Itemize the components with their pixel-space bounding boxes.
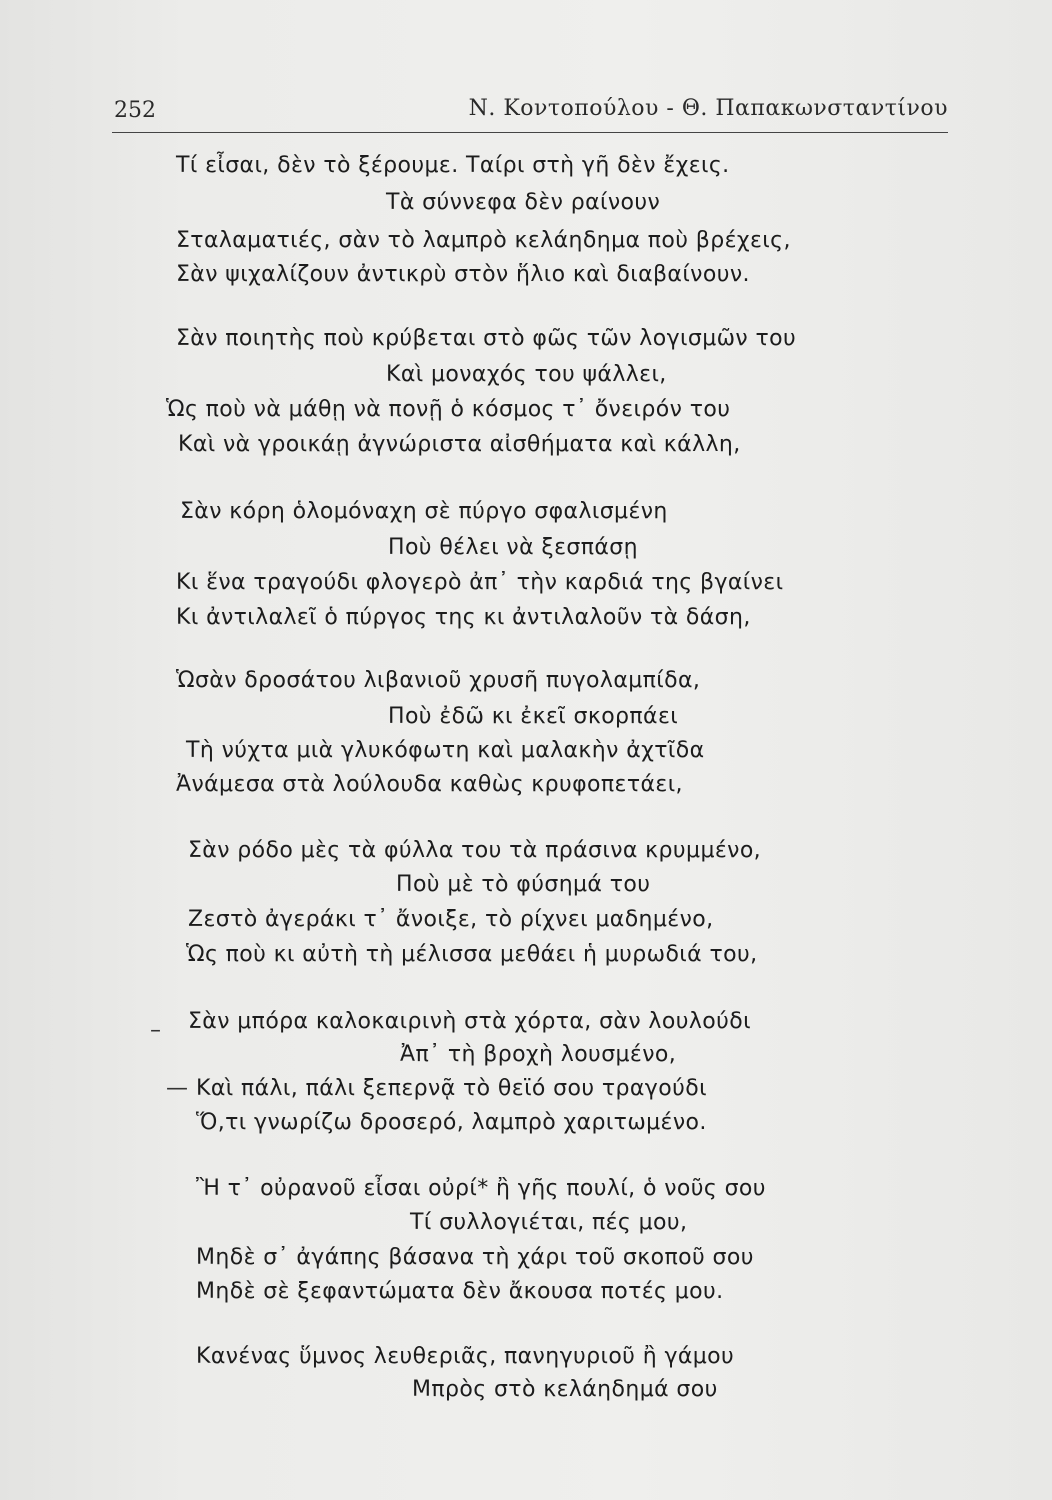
poem-line: Ποὺ ἐδῶ κι ἐκεῖ σκορπάει: [388, 704, 679, 729]
poem-line: Κι ἀντιλαλεῖ ὁ πύργος της κι ἀντιλαλοῦν τὰ δάση,: [176, 605, 751, 630]
poem-line: Ὡς ποὺ νὰ μάθῃ νὰ πονῇ ὁ κόσμος τ᾿ ὄνειρόν του: [166, 397, 731, 422]
poem-line: Ἀπ᾿ τὴ βροχὴ λουσμένο,: [400, 1042, 677, 1067]
poem-line: Σὰν ρόδο μὲς τὰ φύλλα του τὰ πράσινα κρυμμένο,: [188, 838, 762, 863]
poem-line: Καὶ νὰ γροικάῃ ἀγνώριστα αἰσθήματα καὶ κάλλη,: [178, 432, 741, 457]
poem-line: Σταλαματιές, σὰν τὸ λαμπρὸ κελάηδημα ποὺ βρέχεις,: [176, 228, 791, 253]
poem-line: Ὡσὰν δροσάτου λιβανιοῦ χρυσῆ πυγολαμπίδα,: [176, 668, 701, 693]
poem-line: Ἀνάμεσα στὰ λούλουδα καθὼς κρυφοπετάει,: [176, 772, 683, 797]
poem-line: Κι ἕνα τραγούδι φλογερὸ ἀπ᾿ τὴν καρδιά της βγαίνει: [176, 570, 784, 595]
poem-line: Ἢ τ᾿ οὐρανοῦ εἶσαι οὐρί* ἢ γῆς πουλί, ὁ νοῦς σου: [196, 1176, 766, 1201]
poem-line: Ζεστὸ ἀγεράκι τ᾿ ἄνοιξε, τὸ ρίχνει μαδημένο,: [188, 907, 714, 932]
poem-line: Ποὺ μὲ τὸ φύσημά του: [396, 872, 651, 897]
poem-line: Μηδὲ σ᾿ ἀγάπης βάσανα τὴ χάρι τοῦ σκοποῦ σου: [196, 1245, 754, 1270]
poem-line: Σὰν ψιχαλίζουν ἀντικρὺ στὸν ἥλιο καὶ διαβαίνουν.: [176, 262, 750, 287]
poem-line: Ὅ,τι γνωρίζω δροσερό, λαμπρὸ χαριτωμένο.: [196, 1110, 707, 1135]
poem-line: Ὡς ποὺ κι αὐτὴ τὴ μέλισσα μεθάει ἡ μυρωδιά του,: [186, 942, 758, 967]
poem-line: Τὰ σύννεφα δὲν ραίνουν: [386, 190, 661, 215]
poem-line: Κανένας ὕμνος λευθεριᾶς, πανηγυριοῦ ἢ γάμου: [196, 1344, 735, 1369]
poem-line: Σὰν κόρη ὁλομόναχη σὲ πύργο σφαλισμένη: [180, 499, 668, 524]
margin-mark: –: [150, 1018, 161, 1043]
poem-line: Μπρὸς στὸ κελάηδημά σου: [412, 1377, 718, 1402]
poem-line: Τί εἶσαι, δὲν τὸ ξέρουμε. Ταίρι στὴ γῆ δὲν ἔχεις.: [176, 153, 730, 178]
running-head: Ν. Κοντοπούλου - Θ. Παπακωνσταντίνου: [468, 96, 948, 121]
poem-line: Ποὺ θέλει νὰ ξεσπάσῃ: [388, 535, 638, 560]
poem-line: Μηδὲ σὲ ξεφαντώματα δὲν ἄκουσα ποτές μου.: [196, 1279, 724, 1304]
poem-line: Σὰν μπόρα καλοκαιρινὴ στὰ χόρτα, σὰν λουλούδι: [188, 1009, 751, 1034]
poem-line: Σὰν ποιητὴς ποὺ κρύβεται στὸ φῶς τῶν λογισμῶν του: [176, 326, 797, 351]
poem-line: Καὶ μοναχός του ψάλλει,: [386, 362, 667, 387]
poem-line: Τὴ νύχτα μιὰ γλυκόφωτη καὶ μαλακὴν ἀχτῖδα: [186, 738, 705, 763]
poem-line: Καὶ πάλι, πάλι ξεπερνᾷ τὸ θεϊό σου τραγούδι: [196, 1076, 707, 1101]
poem-line: Τί συλλογιέται, πές μου,: [410, 1210, 688, 1235]
page-number: 252: [114, 98, 156, 123]
margin-mark: —: [166, 1076, 188, 1101]
